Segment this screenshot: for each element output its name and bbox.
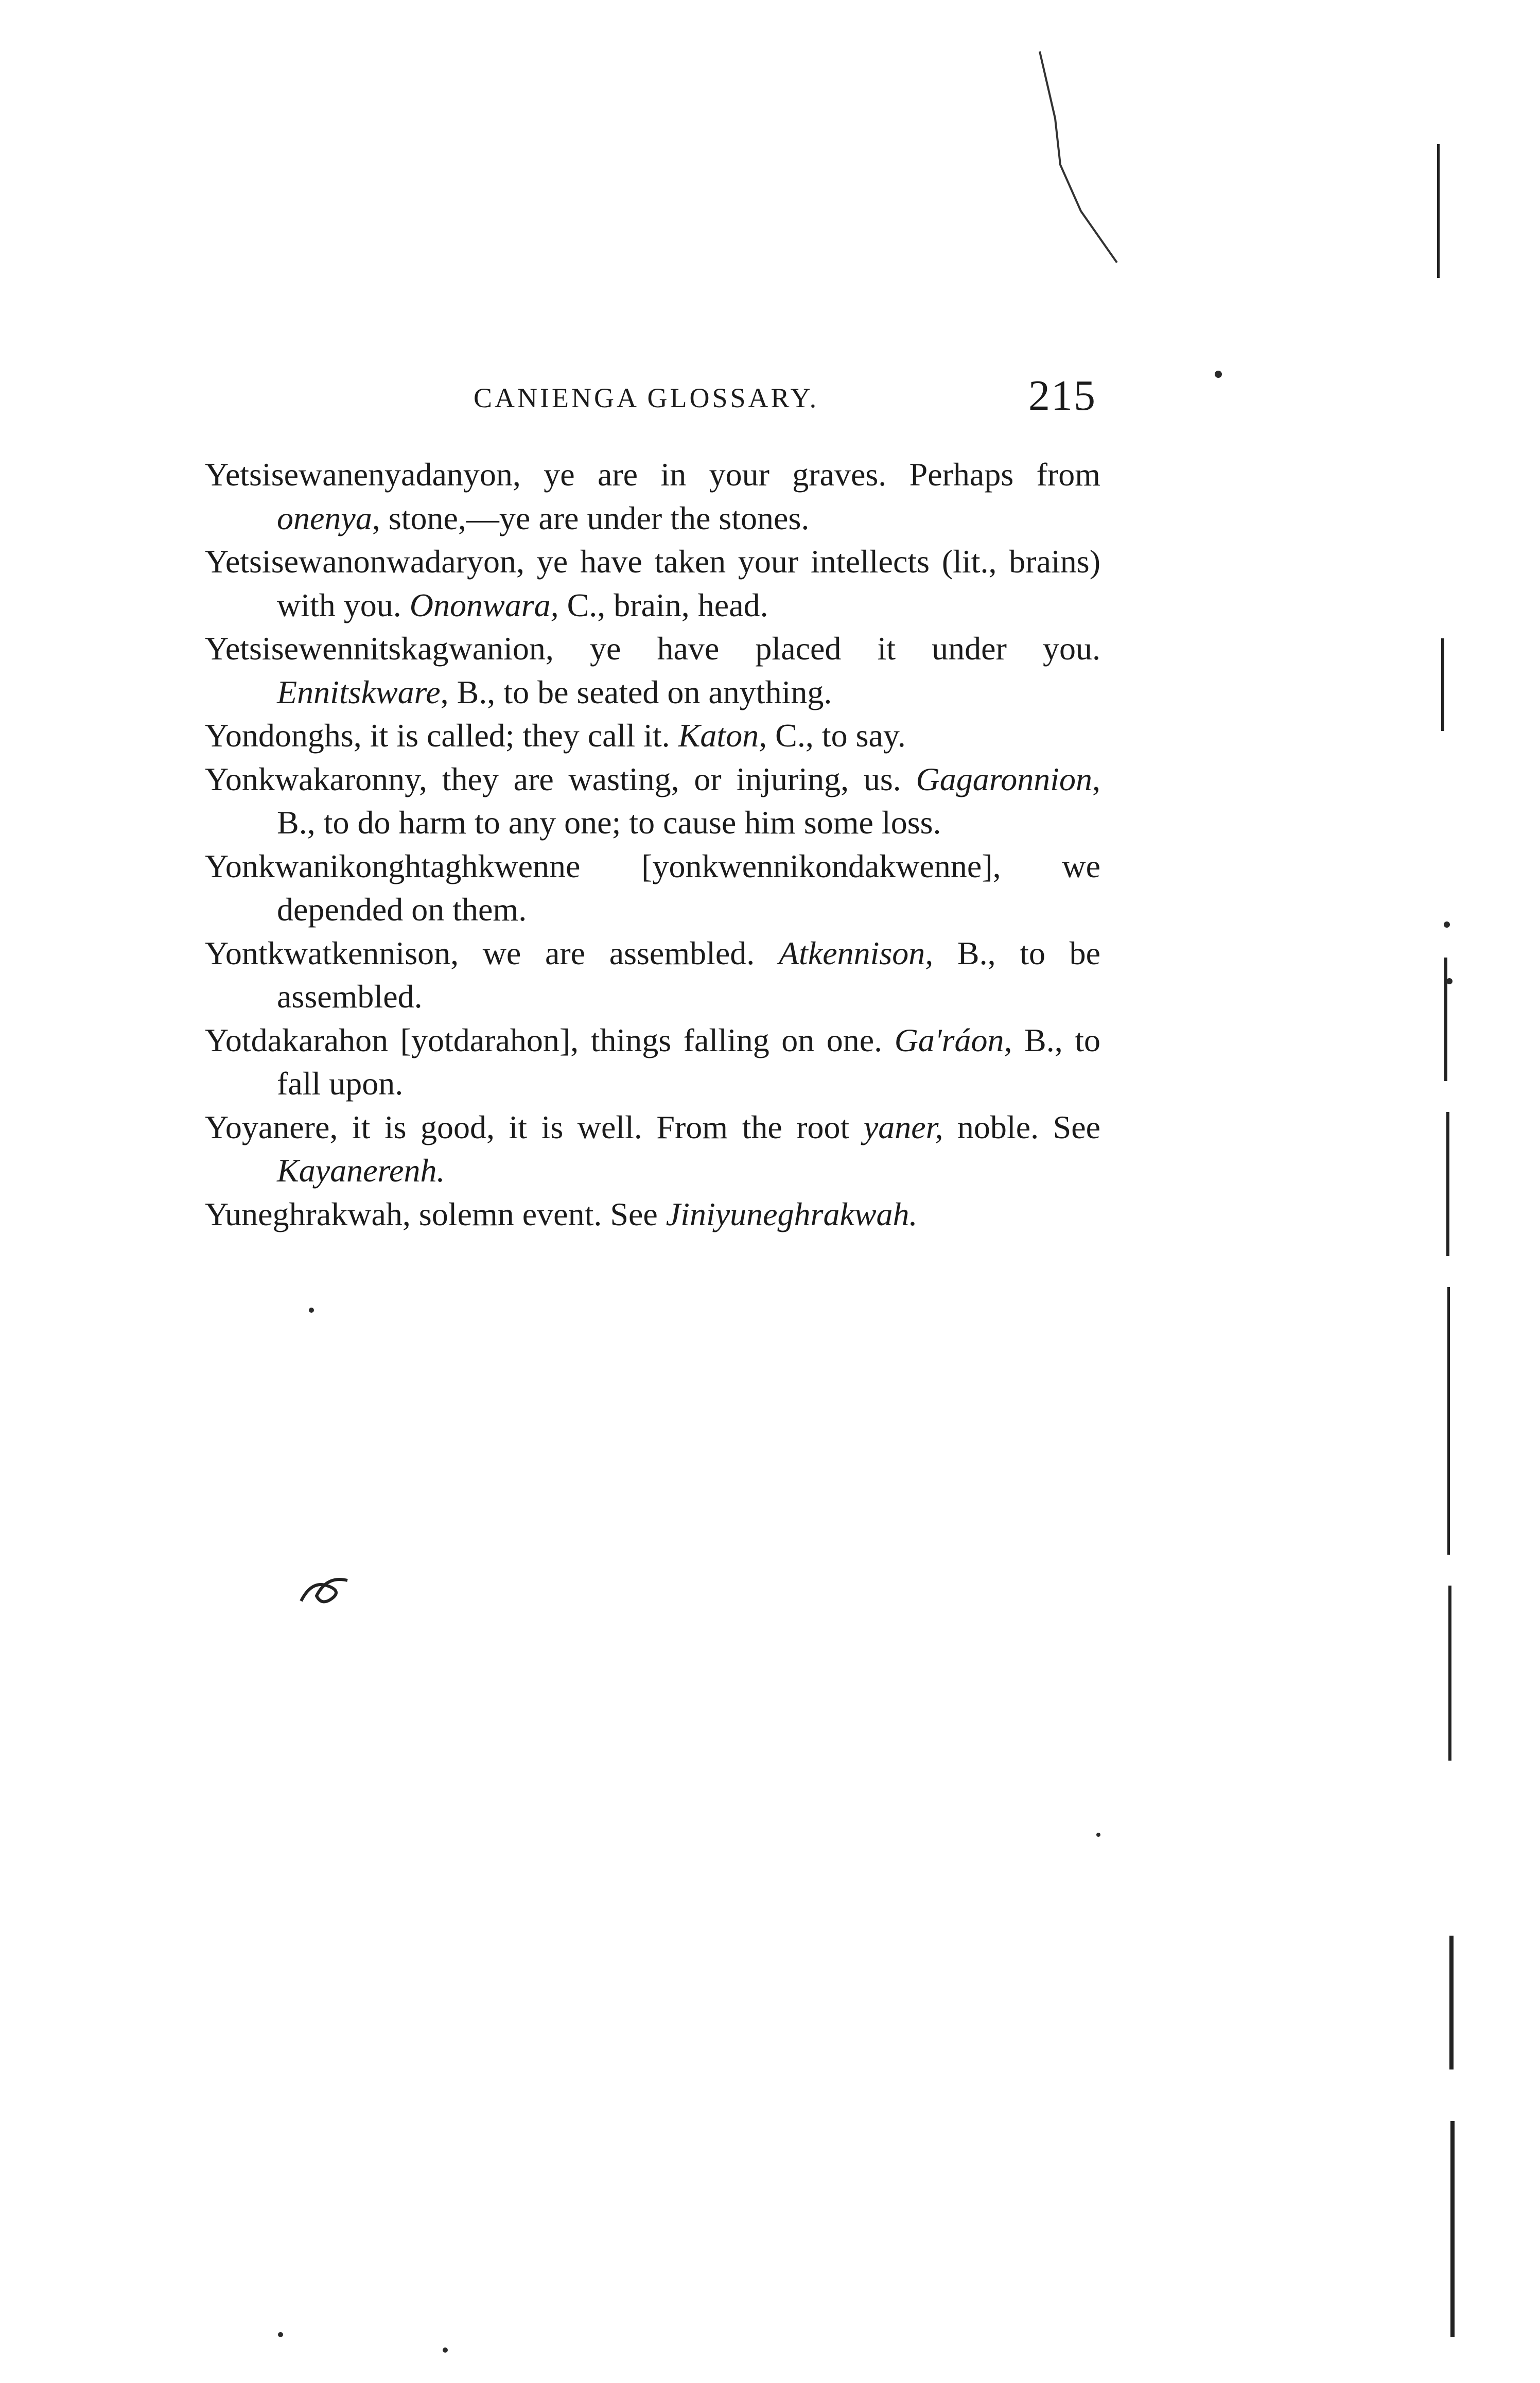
- entry-text: B., to fall upon.: [277, 1021, 1100, 1102]
- entry-italic-term: onenya: [277, 499, 372, 536]
- gutter-mark: [1450, 2121, 1455, 2337]
- entry-italic-term: yaner,: [863, 1108, 943, 1145]
- entry-text: Yuneghrakwah, solemn event. See: [205, 1195, 666, 1232]
- glossary-entry: [205, 845, 1100, 932]
- speck: [1444, 921, 1450, 928]
- speck: [1215, 371, 1222, 378]
- entry-italic-term: Katon,: [678, 717, 767, 754]
- gutter-mark: [1441, 638, 1444, 731]
- page-number: 215: [1028, 372, 1096, 420]
- entry-text: Yontkwatkennison, we are assembled.: [205, 934, 779, 971]
- entry-text: , B., to do harm to any one; to cause him some loss.: [277, 760, 1100, 841]
- speck: [1446, 978, 1452, 984]
- glossary-entry: [205, 627, 1100, 714]
- speck: [309, 1308, 314, 1313]
- gutter-mark: [1446, 1112, 1449, 1256]
- speck: [278, 2332, 283, 2337]
- entry-italic-term: Kayanerenh.: [277, 1152, 445, 1189]
- running-title: CANIENGA GLOSSARY.: [474, 382, 819, 413]
- speck: [1096, 1833, 1100, 1837]
- entry-italic-term: Ga'ráon,: [894, 1021, 1012, 1058]
- gutter-mark: [1449, 1936, 1454, 2069]
- glossary-entry: [205, 1106, 1100, 1193]
- gutter-mark: [1444, 958, 1447, 1081]
- entry-text: , stone,—ye are under the stones.: [372, 499, 810, 536]
- entry-italic-term: Jiniyuneghrakwah.: [666, 1195, 918, 1232]
- entry-italic-term: Gagaronnion: [916, 760, 1092, 797]
- page-corner-crease: [1019, 41, 1132, 278]
- glossary-entry: [205, 1019, 1100, 1106]
- entry-text: Yotdakarahon [yotdarahon], things falling on one.: [205, 1021, 895, 1058]
- entry-italic-term: Ennitskware: [277, 673, 441, 710]
- entry-text: Yonkwakaronny, they are wasting, or injuring, us.: [205, 760, 916, 797]
- entry-text: C., to say.: [767, 717, 906, 754]
- running-head: [242, 371, 1096, 427]
- gutter-mark: [1448, 1586, 1451, 1761]
- entry-text: Yoyanere, it is good, it is well. From the root: [205, 1108, 864, 1145]
- entry-text: , B., to be seated on anything.: [440, 673, 832, 710]
- glossary-entry: [205, 932, 1100, 1019]
- entry-text: Yonkwanikonghtaghkwenne [yonkwennikondakwenne], we depended on them.: [205, 847, 1100, 928]
- glossary-entry: [205, 714, 1100, 758]
- entry-text: C., brain, head.: [558, 586, 768, 623]
- entry-text: Yetsisewennitskagwanion, ye have placed it under you.: [205, 630, 1100, 667]
- gutter-mark: [1437, 144, 1440, 278]
- entry-text: Yetsisewanonwadaryon, ye have taken your intellects (lit., brains) with you.: [205, 543, 1100, 623]
- glossary-entry: [205, 540, 1100, 627]
- entry-text: Yondonghs, it is called; they call it.: [205, 717, 678, 754]
- entry-text: noble. See: [943, 1108, 1101, 1145]
- entry-italic-term: Atkennison,: [778, 934, 934, 971]
- speck: [443, 2347, 448, 2353]
- gutter-mark: [1447, 1287, 1450, 1555]
- pen-scribble: [296, 1570, 358, 1611]
- glossary-entry: [205, 758, 1100, 845]
- glossary-entry: [205, 1193, 1100, 1237]
- glossary-entry: [205, 453, 1100, 540]
- entry-text: B., to be assembled.: [277, 934, 1101, 1015]
- entry-text: Yetsisewanenyadanyon, ye are in your graves. Perhaps from: [205, 456, 1100, 493]
- entry-italic-term: Ononwara,: [409, 586, 559, 623]
- glossary-entries: [205, 453, 1100, 1236]
